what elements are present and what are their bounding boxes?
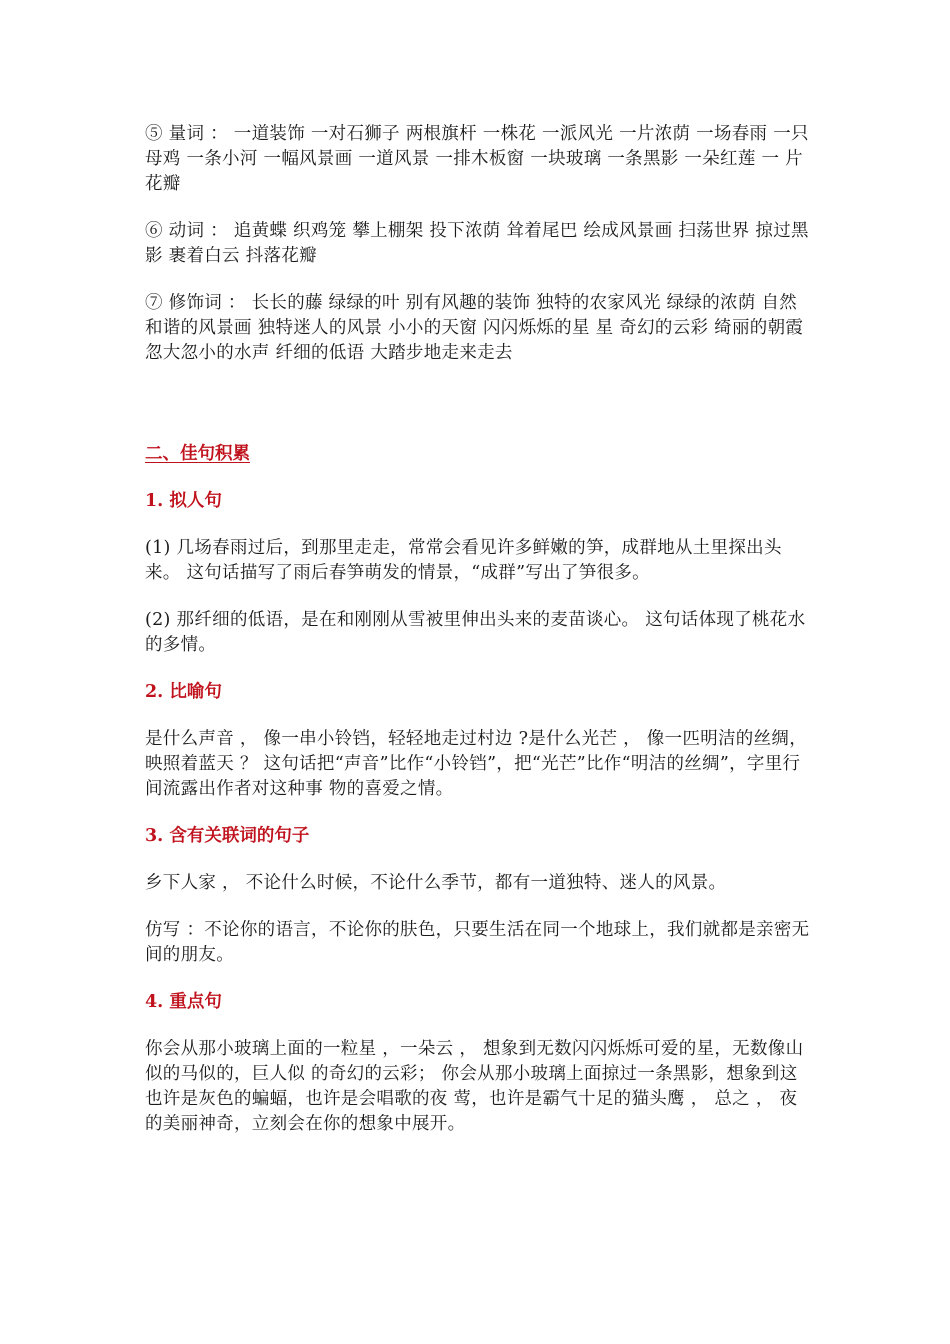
section-title: 二、佳句积累 [145, 444, 250, 464]
key-sentence-heading: 4. 重点句 [145, 992, 222, 1012]
simile-paragraph: 是什么声音 ， 像一串小铃铛，轻轻地走过村边 ?是什么光芒 ， 像一匹明洁的丝绸，映照着蓝天 ？ 这句话把“声音”比作“小铃铛”，把“光芒”比作“明洁的丝绸”，字里行间流露出作者对这种事 物的喜爱之情。 [145, 729, 807, 799]
simile-heading: 2. 比喻句 [145, 682, 222, 702]
personification-item-2: (2) 那纤细的低语，是在和刚刚从雪被里伸出头来的麦苗谈心。 这句话体现了桃花水的多情。 [145, 610, 806, 655]
document-page [145, 122, 810, 1137]
modifiers-paragraph: ⑦ 修饰词 ： 长长的藤 绿绿的叶 别有风趣的装饰 独特的农家风光 绿绿的浓荫 自然和谐的风景画 独特迷人的风景 小小的天窗 闪闪烁烁的星 星 奇幻的云彩 绮丽的朝霞 忽大忽小的水声 纤细的低语 大踏步地走来走去 [145, 293, 804, 363]
personification-heading: 1. 拟人句 [145, 491, 222, 511]
conjunction-heading: 3. 含有关联词的句子 [145, 826, 310, 846]
key-sentence-paragraph: 你会从那小玻璃上面的一粒星 ，一朵云 ， 想象到无数闪闪烁烁可爱的星，无数像山似的马似的，巨人似 的奇幻的云彩； 你会从那小玻璃上面掠过一条黑影，想象到这也许是灰色的蝙蝠，也许是会唱歌的夜 莺，也许是霸气十足的猫头鹰 ， 总之 ， 夜的美丽神奇，立刻会在你的想象中展开。 [145, 1039, 804, 1134]
personification-item-1: (1) 几场春雨过后，到那里走走，常常会看见许多鲜嫩的笋，成群地从土里探出头来。 这句话描写了雨后春笋萌发的情景，“成群”写出了笋很多。 [145, 538, 782, 583]
verbs-paragraph: ⑥ 动词 ： 追黄蝶 织鸡笼 攀上棚架 投下浓荫 耸着尾巴 绘成风景画 扫荡世界 掠过黑影 裹着白云 抖落花瓣 [145, 221, 809, 266]
conjunction-paragraph: 乡下人家 ， 不论什么时候，不论什么季节，都有一道独特、迷人的风景。 [145, 873, 727, 893]
measure-words-paragraph: ⑤ 量词 ： 一道装饰 一对石狮子 两根旗杆 一株花 一派风光 一片浓荫 一场春雨 一只母鸡 一条小河 一幅风景画 一道风景 一排木板窗 一块玻璃 一条黑影 一朵红莲 一 片花瓣 [145, 124, 809, 194]
imitation-paragraph: 仿写 ：不论你的语言，不论你的肤色，只要生活在同一个地球上，我们就都是亲密无间的朋友。 [145, 920, 810, 965]
